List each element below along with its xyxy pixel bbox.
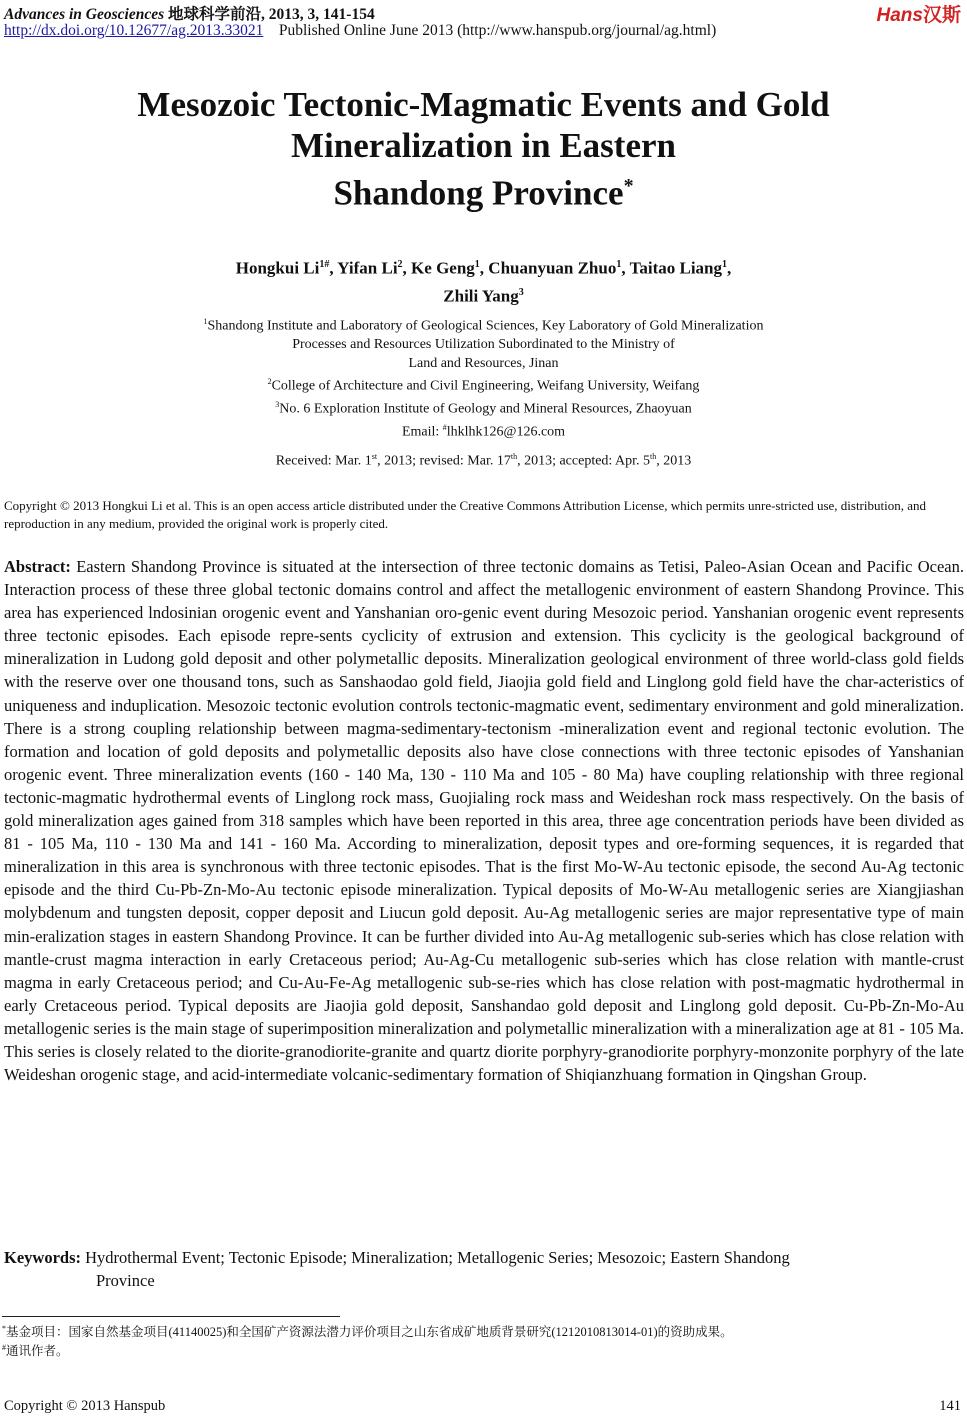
author-list: [0, 253, 967, 308]
footnote-corresponding: [2, 1339, 69, 1360]
logo-text-en: Hans: [876, 5, 923, 26]
author-sep: ,: [621, 258, 630, 278]
email-sup: #: [442, 423, 447, 433]
submission-dates: [0, 452, 967, 470]
revised-date: , 2013; revised: Mar. 17: [377, 453, 511, 469]
copyright-notice: Copyright © 2013 Hongkui Li et al. This is an open access article distributed under the Creative Commons Attribution License, which permits unre-stricted use, distribution, and reproduction in any medium, provided the original work is properly cited.: [4, 498, 926, 531]
author: Zhili Yang: [443, 286, 519, 306]
journal-name-cn: 地球科学前沿: [168, 6, 262, 23]
affiliation-1-cont: Processes and Resources Utilization Subordinated to the Ministry of: [292, 337, 675, 353]
abstract-label: Abstract:: [4, 557, 71, 576]
abstract: [4, 555, 964, 1086]
affiliation-1-cont: Land and Resources, Jinan: [408, 355, 559, 371]
journal-name: Advances in Geosciences: [4, 6, 165, 23]
date-sup: th: [510, 452, 518, 461]
footnote-text: 通讯作者。: [6, 1344, 69, 1359]
author-sup: 3: [518, 286, 524, 298]
author-sup: 1: [474, 259, 480, 270]
affiliation-3: No. 6 Exploration Institute of Geology and Mineral Resources, Zhaoyuan: [279, 401, 692, 417]
footnote-text: 基金项目：国家自然基金项目(41140025)和全国矿产资源法潜力评价项目之山东省成矿地质背景研究(1212010813014-01)的资助成果。: [6, 1325, 733, 1340]
affil-sup: 2: [267, 377, 272, 387]
author: Ke Geng: [411, 258, 475, 278]
footnote-sup: #: [2, 1343, 6, 1352]
keywords-text: Hydrothermal Event; Tectonic Episode; Mineralization; Metallogenic Series; Mesozoic; Eastern Shandong: [85, 1248, 790, 1267]
title-line-1: Mesozoic Tectonic-Magmatic Events and Gold: [137, 85, 830, 124]
doi-line: [4, 22, 716, 40]
logo-text-cn: 汉斯: [922, 5, 961, 26]
author-sup: 1#: [319, 259, 330, 270]
journal-citation: , 2013, 3, 141-154: [261, 6, 375, 23]
date-end: , 2013: [656, 453, 692, 469]
affiliation-2: College of Architecture and Civil Engineering, Weifang University, Weifang: [271, 378, 700, 394]
title-line-2: Mineralization in Eastern: [291, 126, 676, 165]
affil-sup: 1: [203, 317, 208, 326]
author: Chuanyuan Zhuo: [488, 258, 617, 278]
footnote-divider: [2, 1316, 340, 1317]
paper-title: [0, 84, 967, 214]
author: Taitao Liang: [629, 258, 722, 278]
footnote-funding: [2, 1320, 733, 1341]
author: Yifan Li: [337, 258, 398, 278]
keywords: [4, 1246, 964, 1292]
footnote-sup: *: [2, 1324, 6, 1333]
author-sup: 1: [722, 259, 727, 270]
author-sep: ,: [402, 258, 412, 278]
keywords-text-cont: Province: [96, 1271, 155, 1290]
doi-link[interactable]: http://dx.doi.org/10.12677/ag.2013.33021: [4, 22, 264, 39]
abstract-text: Eastern Shandong Province is situated at the intersection of three tectonic domains as Tetisi, Paleo-Asian Ocean and Pacific Ocean. Interaction process of these three global tectonic domains control and affect the metallogenic environment of eastern Shandong Province. This area has experienced lndosinian orogenic event and Yanshanian oro-genic event during Mesozoic period. Yanshanian orogenic event represents three tectonic episodes. Each episode repre-sents cyclicity of extrusion and extension. This cyclicity is the geological background of mineralization in Ludong gold deposit and other polymetallic deposits. Mineralization geological environment of three world-class gold fields with the reserve over one thousand tons, such as Sanshaodao gold field, Jiaojia gold field and Linglong gold field have the char-acteristics of uniqueness and induplication. Mesozoic tectonic evolution controls tectonic-magmatic event, sedimentary environment and gold mineralization. There is a strong coupling relationship between magma-sedimentary-tectonism -mineralization event and regional tectonic evolution. The formation and location of gold deposits and polymetallic deposits also have close connections with three tectonic episodes of Yanshanian orogenic event. Three mineralization events (160 - 140 Ma, 130 - 110 Ma and 105 - 80 Ma) have coupling relationship with three regional tectonic-magmatic hydrothermal events of Linglong rock mass, Guojialing rock mass and Weideshan rock mass respectively. On the basis of gold mineralization ages gained from 318 samples which have been reported in this area, three age concentration periods have been divided as 81 - 105 Ma, 110 - 130 Ma and 141 - 160 Ma. According to mineralization, deposit types and ore-forming sequences, it is regarded that mineralization in this area is synchronous with three tectonic episodes. That is the first Mo-W-Au tectonic episode, the second Au-Ag tectonic episode and the third Cu-Pb-Zn-Mo-Au tectonic episode mineralization. Typical deposits of Mo-W-Au metallogenic series are Xiangjiashan molybdenum and tungsten deposit, copper deposit and Liucun gold deposit. Au-Ag metallogenic series are major representative type of main min-eralization stages in eastern Shandong Province. It can be further divided into Au-Ag metallogenic sub-series which has close relation with mantle-crust magma interaction in early Cretaceous period; Au-Ag-Cu metallogenic sub-series which has close relation with mantle-crust magma in early Cretaceous period; and Cu-Au-Fe-Ag metallogenic sub-se-ries which has close relation with post-magmatic hydrothermal in early Cretaceous period. Typical deposits are Jiaojia gold deposit, Sanshandao gold deposit and Linglong gold deposit. Cu-Pb-Zn-Mo-Au metallogenic series is the main stage of superimposition mineralization and polymetallic mineralization with a mineralization age at 81 - 105 Ma. This series is closely related to the diorite-granodiorite-granite and quartz diorite porphyry-granodiorite porphyry-monzonite porphyry of the late Weideshan orogenic stage, and acid-intermediate volcanic-sedimentary formation of Shiqianzhuang formation in Qingshan Group.: [4, 557, 965, 1085]
author-sup: 1: [616, 259, 622, 270]
email-label: Email:: [401, 425, 443, 441]
author-sep: ,: [479, 258, 489, 278]
journal-header: [4, 2, 375, 24]
date-sup: th: [650, 452, 657, 461]
email-address[interactable]: lhklhk126@126.com: [446, 425, 566, 441]
author-sup: 2: [397, 259, 403, 270]
title-line-3: Shandong Province: [333, 173, 624, 213]
page-number: 141: [939, 1398, 961, 1414]
author-sep: ,: [727, 258, 732, 278]
affil-sup: 3: [275, 400, 280, 410]
footer-copyright: Copyright © 2013 Hanspub: [4, 1398, 166, 1414]
date-sup: st: [371, 452, 378, 461]
hans-logo: [877, 0, 961, 27]
title-footnote-marker: *: [623, 175, 634, 197]
affiliations: [0, 313, 967, 443]
author: Hongkui Li: [235, 258, 320, 278]
keywords-label: Keywords:: [4, 1248, 81, 1267]
author-sep: ,: [329, 258, 338, 278]
received-date: Received: Mar. 1: [275, 453, 372, 469]
affiliation-1: Shandong Institute and Laboratory of Geological Sciences, Key Laboratory of Gold Mineralization: [207, 318, 764, 334]
published-info: Published Online June 2013 (http://www.hanspub.org/journal/ag.html): [278, 22, 717, 39]
accepted-date: , 2013; accepted: Apr. 5: [517, 453, 651, 469]
